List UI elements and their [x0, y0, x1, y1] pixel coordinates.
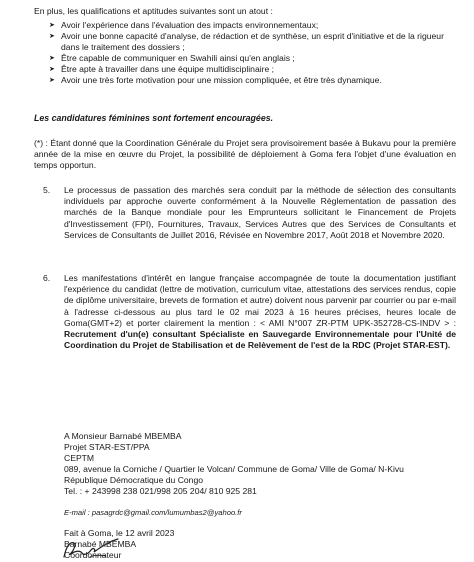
submission-paragraph	[64, 273, 456, 351]
qualifications-list	[49, 20, 454, 86]
list-item: ➤ Avoir l'expérience dans l'évaluation des impacts environnementaux;	[49, 20, 319, 30]
place-date: Fait à Goma, le 12 avril 2023	[64, 528, 175, 538]
list-item: ➤ Avoir une bonne capacité d'analyse, de rédaction et de synthèse, un esprit d'initiative et de la rigueur dans le traitement des dossiers ;	[49, 31, 444, 52]
bullet-icon: ➤	[49, 33, 55, 40]
intro-text: En plus, les qualifications et aptitudes suivantes sont un atout :	[34, 6, 273, 16]
note-paragraph: (*) : Étant donné que la Coordination Générale du Projet sera provisoirement basée à Bukavu pour la première année de la mise en œuvre du Projet, la possibilité de déploiement à Goma fera l'objet d'une évaluation en temps opportun.	[34, 138, 456, 170]
item-number-5: 5.	[43, 185, 51, 195]
email-line	[64, 508, 242, 518]
address-street: 089, avenue la Corniche / Quartier le Volcan/ Commune de Goma/ Ville de Goma/ N-Kivu	[64, 464, 404, 474]
address-org: CEPTM	[64, 453, 95, 463]
bullet-icon: ➤	[49, 77, 55, 84]
submission-mention: Recrutement d'un(e) consultant Spécialiste en Sauvegarde Environnementale pour l'Unité de Coordination du Projet de Stabilisation et de Relèvement de l'est de la RDC (Projet STAR-EST).	[64, 329, 456, 351]
address-project: Projet STAR-EST/PPA	[64, 442, 150, 452]
procurement-paragraph: Le processus de passation des marchés sera conduit par la méthode de sélection des consultants individuels par approche ouverte conformément à la Nouvelle Règlementation de passation des marchés de la Banque mondiale pour les Emprunteurs sollicitant le Financement de Projets d'Investissement (FPI), Fournitures, Travaux, Services Autres que des Services de Consultants et Services de Consultants de Juillet 2016, Révisée en Novembre 2017, Août 2018 et Novembre 2020.	[64, 185, 456, 240]
address-block	[64, 431, 444, 497]
bullet-icon: ➤	[49, 22, 55, 29]
bullet-icon: ➤	[49, 55, 55, 62]
list-item: ➤ Avoir une très forte motivation pour une mission compliquée, et être très dynamique.	[49, 75, 382, 85]
email-label: E-mail :	[64, 508, 92, 517]
signer-name: Barnabé MBEMBA	[64, 539, 137, 549]
address-recipient: A Monsieur Barnabé MBEMBA	[64, 431, 182, 441]
address-country: République Démocratique du Congo	[64, 475, 204, 485]
list-item: ➤ Être apte à travailler dans une équipe multidisciplinaire ;	[49, 64, 275, 74]
bullet-icon: ➤	[49, 66, 55, 73]
email-link[interactable]: pasagrdc@gmail.com/lumumbas2@yahoo.fr	[91, 508, 242, 517]
item-number-6: 6.	[43, 273, 51, 283]
list-item: ➤ Être capable de communiquer en Swahili ainsi qu'en anglais ;	[49, 53, 295, 63]
signer-title: Coordonnateur	[64, 550, 122, 560]
address-phone: Tel. : + 243998 238 021/998 205 204/ 810 925 281	[64, 486, 257, 496]
encouragement-text: Les candidatures féminines sont fortement encouragées.	[34, 113, 274, 123]
submission-text: Les manifestations d'intérêt en langue française accompagnée de toute la documentation justifiant l'expérience du candidat (lettre de motivation, curriculum vitae, attestations des services rendus, copie de diplôme universitaire, brevets de formation et autre) doivent nous parvenir par courrier ou par e-mail à l'adresse ci-dessous au plus tard le 02 mai 2023 à 16 heures précises, heures locale de Goma(GMT+2) et porter clairement la mention : < AMI N°007 ZR-PTM UPK-352728-CS-INDV > :	[64, 273, 456, 328]
signature-icon	[60, 535, 130, 561]
